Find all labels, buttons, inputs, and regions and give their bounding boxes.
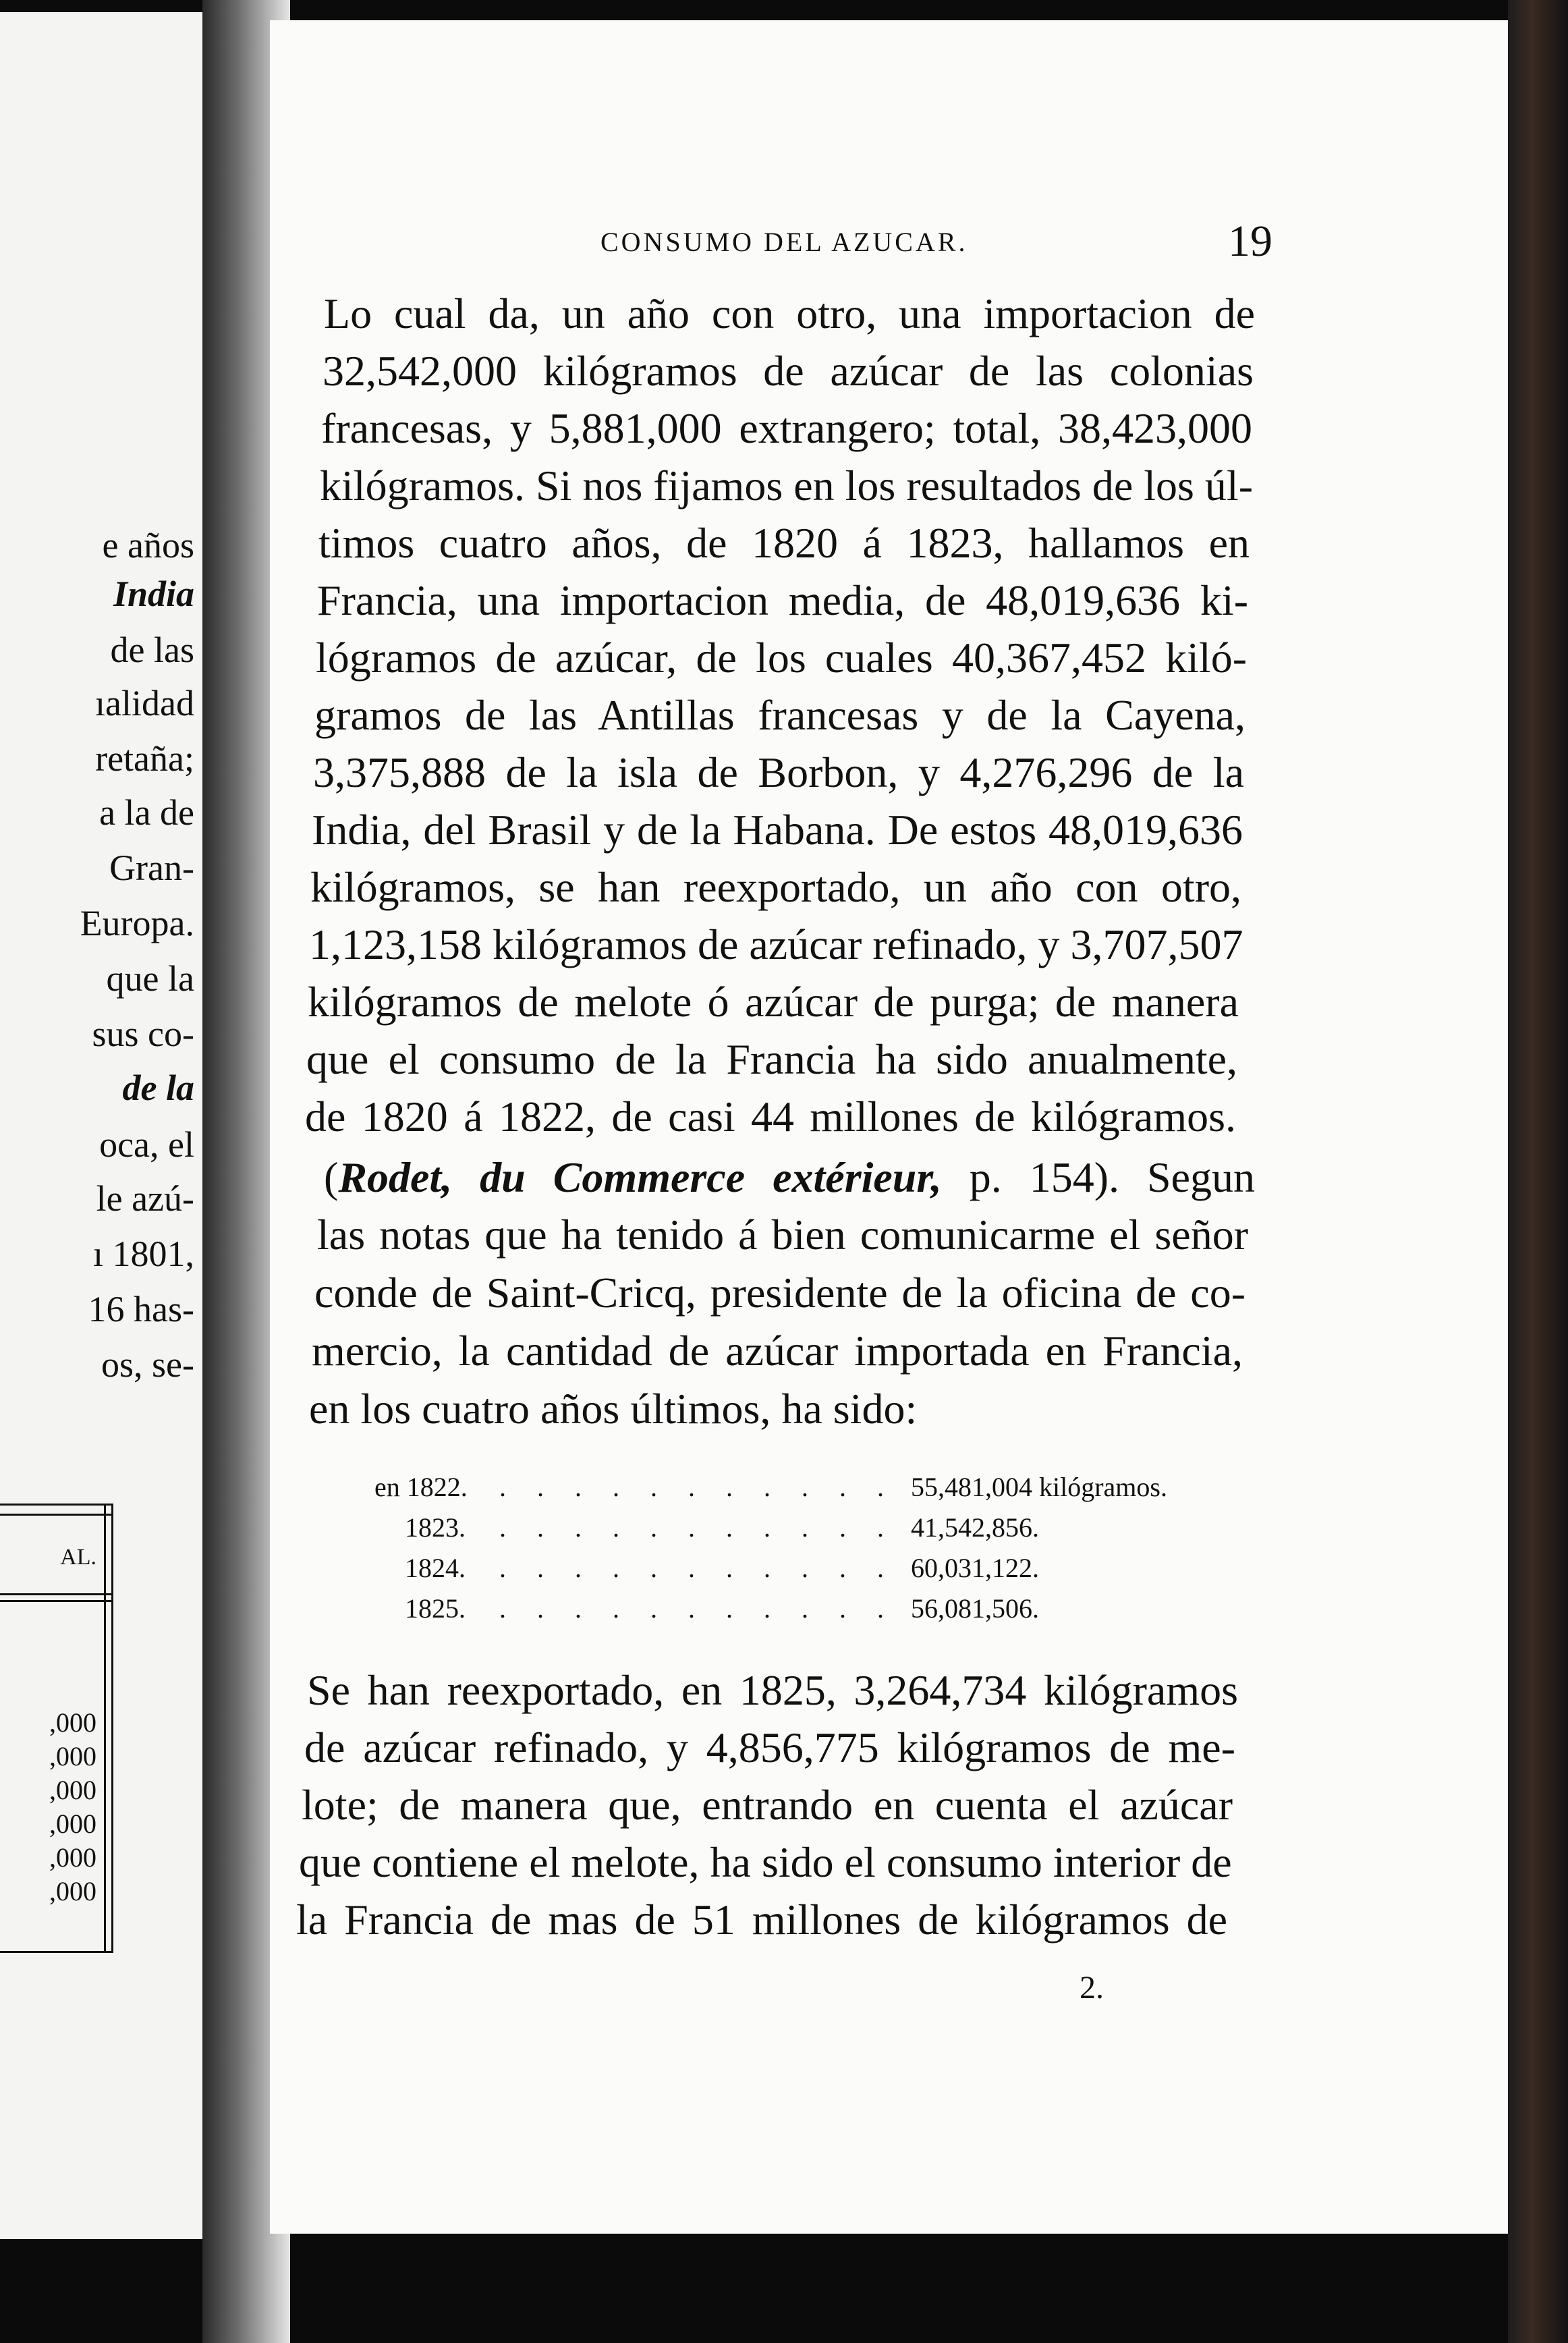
- table-cell: ,000: [49, 1707, 96, 1738]
- import-year: 1825.: [405, 1593, 466, 1624]
- body-text-line: de azúcar refinado, y 4,856,775 kilógramos de me-: [304, 1724, 1235, 1771]
- body-text-line: mercio, la cantidad de azúcar importada en Francia,: [312, 1327, 1243, 1375]
- running-head: CONSUMO DEL AZUCAR.: [600, 227, 968, 257]
- table-rule: [104, 1506, 106, 1951]
- citation-line: [324, 1151, 1255, 1205]
- facing-page-line: de las: [110, 630, 194, 670]
- leader-dots: . . . . . . . . . . .: [499, 1512, 896, 1543]
- page-number: 19: [1228, 217, 1272, 266]
- body-text-line: Lo cual da, un año con otro, una importacion de: [324, 290, 1255, 337]
- import-year: 1824.: [405, 1553, 466, 1583]
- facing-page-line: os, se-: [101, 1344, 194, 1385]
- body-text-line: de 1820 á 1822, de casi 44 millones de kilógramos.: [305, 1093, 1236, 1140]
- import-value: 56,081,506.: [911, 1593, 1039, 1624]
- facing-page-line: le azú-: [96, 1178, 194, 1219]
- import-year: 1823.: [405, 1512, 466, 1543]
- body-text-line: gramos de las Antillas francesas y de la Cayena,: [314, 691, 1245, 739]
- facing-page-line: e años: [102, 525, 194, 566]
- leader-dots: . . . . . . . . . . .: [499, 1553, 896, 1583]
- import-value: 41,542,856.: [911, 1512, 1039, 1543]
- facing-page-left: [0, 12, 202, 2239]
- citation-title: Rodet, du Commerce extérieur,: [338, 1153, 942, 1201]
- body-text-line: 1,123,158 kilógramos de azúcar refinado, y 3,707,507: [309, 920, 1243, 968]
- facing-page-table: [0, 1504, 113, 1953]
- facing-page-line: de la: [122, 1068, 194, 1108]
- body-text-line: conde de Saint-Cricq, presidente de la oficina de co-: [314, 1269, 1245, 1317]
- body-text-line: Se han reexportado, en 1825, 3,264,734 kilógramos: [307, 1666, 1238, 1714]
- import-year: en 1822.: [374, 1472, 468, 1502]
- body-text-line: kilógramos. Si nos fijamos en los resultados de los úl-: [320, 462, 1253, 509]
- facing-page-line: India: [113, 574, 194, 614]
- table-header: AL.: [60, 1545, 96, 1570]
- body-text-line: India, del Brasil y de la Habana. De estos 48,019,636: [312, 806, 1243, 854]
- body-text-line: lógramos de azúcar, de los cuales 40,367,452 kiló-: [316, 634, 1247, 682]
- body-text-line: lote; de manera que, entrando en cuenta el azúcar: [302, 1781, 1233, 1829]
- leader-dots: . . . . . . . . . . .: [499, 1472, 896, 1502]
- body-text-line: kilógramos de melote ó azúcar de purga; de manera: [308, 978, 1239, 1026]
- table-cell: ,000: [49, 1809, 96, 1839]
- body-text-line: kilógramos, se han reexportado, un año con otro,: [310, 863, 1241, 911]
- facing-page-line: ı 1801,: [92, 1234, 194, 1274]
- facing-page-line: sus co-: [92, 1014, 194, 1054]
- body-text-line: timos cuatro años, de 1820 á 1823, hallamos en: [318, 519, 1250, 567]
- table-rule: [0, 1593, 111, 1595]
- body-text-line: 32,542,000 kilógramos de azúcar de las colonias: [323, 347, 1254, 395]
- table-cell: ,000: [49, 1775, 96, 1805]
- import-value: 60,031,122.: [911, 1553, 1039, 1583]
- table-cell: ,000: [49, 1876, 96, 1906]
- facing-page-line: oca, el: [99, 1124, 194, 1165]
- facing-page-line: ıalidad: [95, 683, 194, 723]
- body-text-line: las notas que ha tenido á bien comunicarme el señor: [317, 1211, 1248, 1259]
- facing-page-line: Europa.: [80, 903, 194, 943]
- facing-page-line: a la de: [99, 792, 194, 833]
- body-text-line: francesas, y 5,881,000 extrangero; total, 38,423,000: [321, 404, 1252, 452]
- body-text-line: que el consumo de la Francia ha sido anualmente,: [306, 1035, 1237, 1083]
- leader-dots: . . . . . . . . . . .: [499, 1593, 896, 1624]
- body-text-line: Francia, una importacion media, de 48,019,636 ki-: [317, 576, 1248, 624]
- facing-page-line: 16 has-: [88, 1289, 194, 1329]
- citation-open: (: [324, 1153, 339, 1201]
- table-cell: ,000: [49, 1842, 96, 1873]
- table-rule: [0, 1600, 111, 1602]
- body-text-line: 3,375,888 de la isla de Borbon, y 4,276,296 de la: [313, 748, 1244, 796]
- facing-page-line: que la: [106, 958, 194, 999]
- body-text-line: que contiene el melote, ha sido el consumo interior de: [299, 1838, 1232, 1886]
- table-rule: [0, 1514, 111, 1516]
- body-text-line: la Francia de mas de 51 millones de kilógramos de: [296, 1896, 1227, 1944]
- book-edge: [1508, 0, 1568, 2343]
- signature-mark: 2.: [1080, 1970, 1104, 2006]
- facing-page-line: Gran-: [109, 848, 194, 888]
- body-text-line: en los cuatro años últimos, ha sido:: [309, 1385, 918, 1433]
- table-cell: ,000: [49, 1741, 96, 1771]
- import-value: 55,481,004 kilógramos.: [911, 1472, 1167, 1502]
- citation-rest: p. 154). Segun: [941, 1153, 1256, 1201]
- facing-page-line: retaña;: [95, 738, 194, 779]
